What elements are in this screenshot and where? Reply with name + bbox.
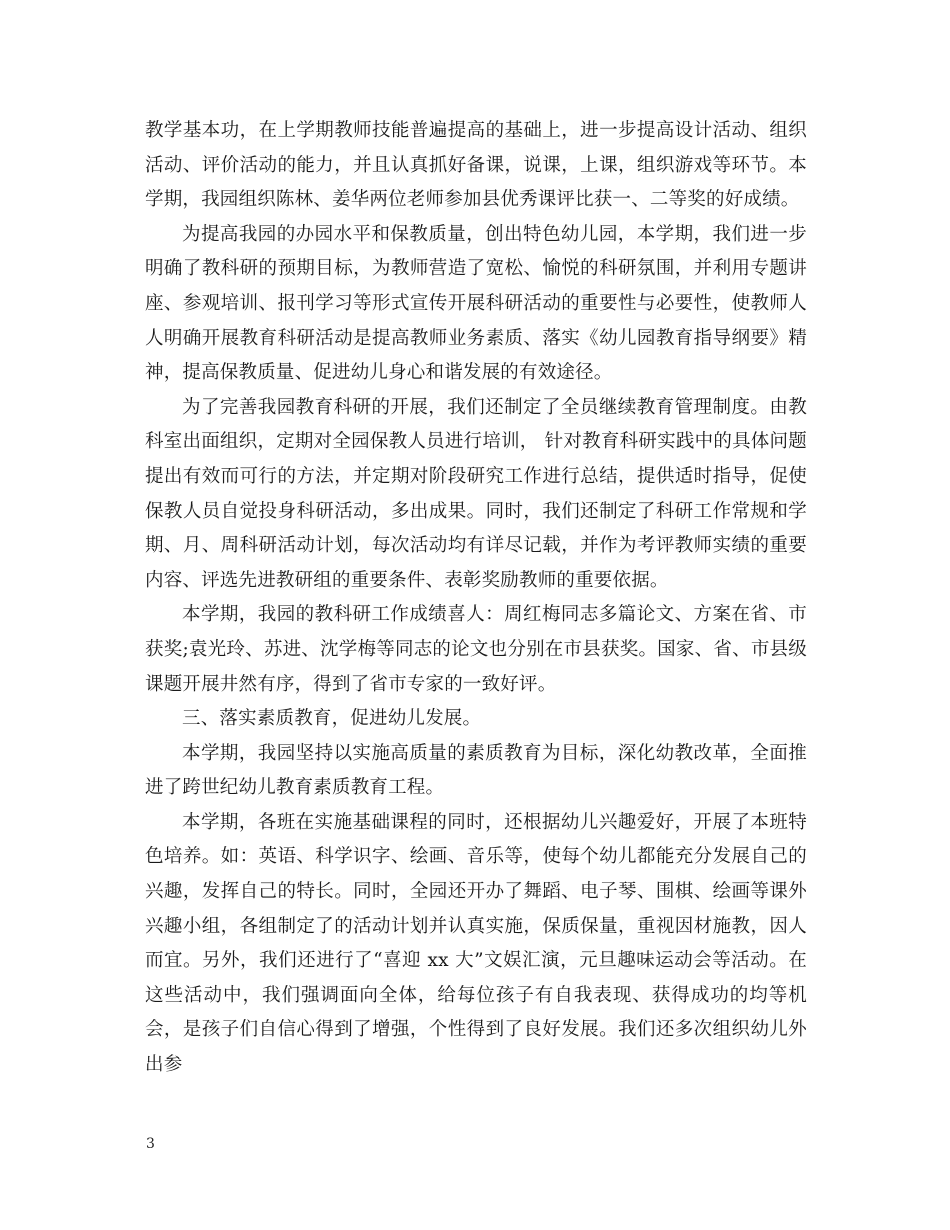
paragraph: 为了完善我园教育科研的开展，我们还制定了全员继续教育管理制度。由教科室出面组织，定期对全园保教人员进行培训， 针对教育科研实践中的具体问题提出有效而可行的方法，并定期对阶段研究工作进行总结，提供适时指导，促使保教人员自觉投身科研活动，多出成果。同时，我们还制定了科研工作常规和学期、月、周科研活动计划，每次活动均有详尽记载，并作为考评教师实绩的重要内容、评选先进教研组的重要条件、表彰奖励教师的重要依据。 (145, 396, 807, 591)
paragraph: 教学基本功，在上学期教师技能普遍提高的基础上，进一步提高设计活动、组织活动、评价活动的能力，并且认真抓好备课，说课，上课，组织游戏等环节。本学期，我园组织陈林、姜华两位老师参加县优秀课评比获一、二等奖的好成绩。 (145, 120, 807, 211)
page-number: 3 (146, 1136, 155, 1152)
paragraph: 本学期，我园坚持以实施高质量的素质教育为目标，深化幼教改革，全面推进了跨世纪幼儿教育素质教育工程。 (145, 742, 807, 799)
paragraph: 为提高我园的办园水平和保教质量，创出特色幼儿园，本学期，我们进一步明确了教科研的预期目标，为教师营造了宽松、愉悦的科研氛围，并利用专题讲座、参观培训、报刊学习等形式宣传开展科研活动的重要性与必要性，使教师人人明确开展教育科研活动是提高教师业务素质、落实《幼儿园教育指导纲要》精神，提高保教质量、促进幼儿身心和谐发展的有效途径。 (145, 223, 807, 384)
document-body (145, 114, 807, 1083)
section-heading: 三、落实素质教育，促进幼儿发展。 (182, 708, 482, 730)
paragraph: 本学期，我园的教科研工作成绩喜人：周红梅同志多篇论文、方案在省、市获奖;袁光玲、苏进、沈学梅等同志的论文也分别在市县获奖。国家、省、市县级课题开展井然有序，得到了省市专家的一致好评。 (145, 604, 807, 695)
paragraph: 本学期，各班在实施基础课程的同时，还根据幼儿兴趣爱好，开展了本班特色培养。如：英语、科学识字、绘画、音乐等，使每个幼儿都能充分发展自己的兴趣，发挥自己的特长。同时，全园还开办了舞蹈、电子琴、围棋、绘画等课外兴趣小组，各组制定了的活动计划并认真实施，保质保量，重视因材施教，因人而宜。另外，我们还进行了“喜迎 xx 大”文娱汇演，元旦趣味运动会等活动。在这些活动中，我们强调面向全体，给每位孩子有自我表现、获得成功的均等机会，是孩子们自信心得到了增强，个性得到了良好发展。我们还多次组织幼儿外出参 (145, 811, 807, 1076)
